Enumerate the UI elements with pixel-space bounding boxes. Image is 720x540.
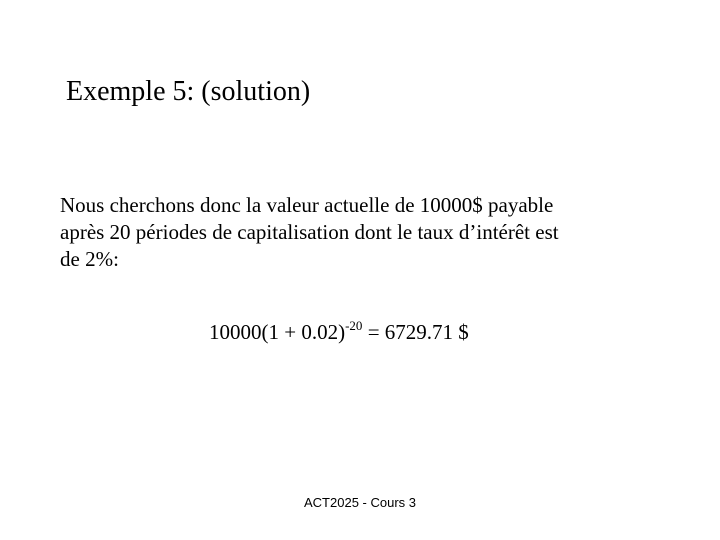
slide-footer: [0, 494, 720, 512]
footer-text: ACT2025 - Cours 3: [304, 495, 416, 510]
body-line-2: après 20 périodes de capitalisation dont le taux d’intérêt est: [60, 220, 559, 244]
formula-base: 10000(1 + 0.02): [209, 320, 346, 344]
body-line-1: Nous cherchons donc la valeur actuelle de 10000$ payable: [60, 193, 554, 217]
body-line-3: de 2%:: [60, 247, 119, 271]
slide-title: Exemple 5: (solution): [66, 76, 311, 107]
formula-exponent: -20: [345, 318, 363, 333]
formula-result: = 6729.71 $: [362, 320, 469, 344]
formula: [209, 317, 469, 347]
body-paragraph: [60, 192, 660, 273]
